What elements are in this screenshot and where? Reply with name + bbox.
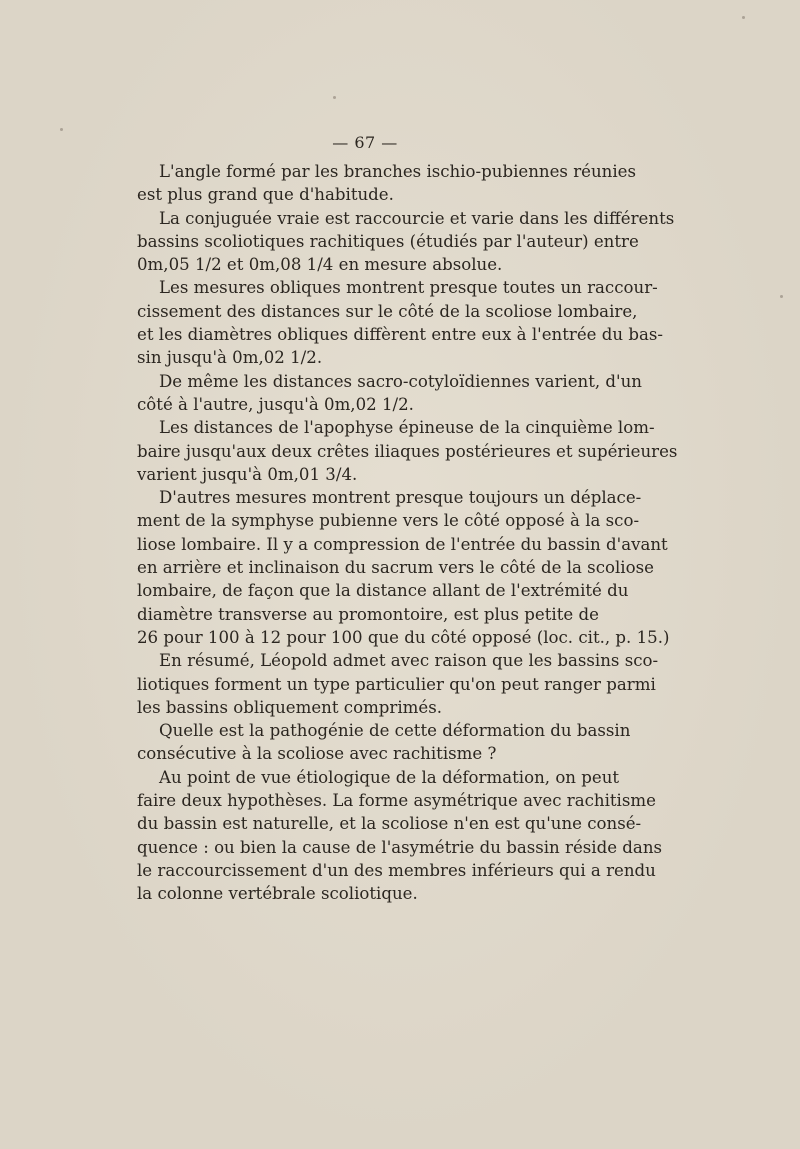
text-line: la colonne vertébrale scoliotique. bbox=[137, 884, 418, 904]
paper-speck bbox=[333, 96, 336, 99]
text-line: cissement des distances sur le côté de la scoliose lombaire, bbox=[137, 301, 638, 321]
paper-speck bbox=[742, 16, 745, 19]
text-line: liose lombaire. Il y a compression de l'entrée du bassin d'avant bbox=[137, 534, 668, 554]
text-line: consécutive à la scoliose avec rachitisme ? bbox=[137, 744, 497, 764]
text-line: quence : ou bien la cause de l'asymétrie du bassin réside dans bbox=[137, 837, 663, 857]
text-line: varient jusqu'à 0m,01 3/4. bbox=[137, 464, 358, 484]
text-line: 26 pour 100 à 12 pour 100 que du côté opposé (loc. cit., p. 15.) bbox=[137, 627, 670, 647]
text-line: 0m,05 1/2 et 0m,08 1/4 en mesure absolue. bbox=[137, 255, 503, 275]
text-line: Les mesures obliques montrent presque toutes un raccour- bbox=[159, 278, 658, 298]
text-line: ment de la symphyse pubienne vers le côté opposé à la sco- bbox=[137, 511, 640, 531]
text-line: De même les distances sacro-cotyloïdiennes varient, d'un bbox=[159, 371, 642, 391]
page-number: — 67 — bbox=[332, 133, 398, 152]
paper-speck bbox=[60, 128, 63, 131]
text-line: est plus grand que d'habitude. bbox=[137, 185, 394, 205]
text-line: baire jusqu'aux deux crêtes iliaques postérieures et supérieures bbox=[137, 441, 678, 461]
text-line: bassins scoliotiques rachitiques (étudiés par l'auteur) entre bbox=[137, 231, 639, 251]
text-line: les bassins obliquement comprimés. bbox=[137, 697, 443, 717]
text-line: D'autres mesures montrent presque toujours un déplace- bbox=[159, 488, 642, 508]
text-line: sin jusqu'à 0m,02 1/2. bbox=[137, 348, 323, 368]
text-line: L'angle formé par les branches ischio-pubiennes réunies bbox=[159, 162, 636, 181]
text-line: lombaire, de façon que la distance allant de l'extrémité du bbox=[137, 581, 629, 601]
body-text bbox=[137, 160, 678, 906]
text-line: Les distances de l'apophyse épineuse de la cinquième lom- bbox=[159, 418, 655, 438]
text-line: en arrière et inclinaison du sacrum vers le côté de la scoliose bbox=[137, 558, 654, 578]
text-line: faire deux hypothèses. La forme asymétrique avec rachitisme bbox=[137, 791, 656, 811]
text-line: diamètre transverse au promontoire, est plus petite de bbox=[137, 604, 599, 624]
text-line: du bassin est naturelle, et la scoliose n'en est qu'une consé- bbox=[137, 814, 642, 834]
text-line: liotiques forment un type particulier qu'on peut ranger parmi bbox=[137, 674, 656, 694]
text-line: Quelle est la pathogénie de cette déformation du bassin bbox=[159, 721, 631, 741]
text-line: côté à l'autre, jusqu'à 0m,02 1/2. bbox=[137, 394, 414, 414]
text-line: La conjuguée vraie est raccourcie et varie dans les différents bbox=[159, 208, 675, 228]
paper-speck bbox=[780, 295, 783, 298]
text-line: Au point de vue étiologique de la déformation, on peut bbox=[159, 767, 620, 787]
text-line: et les diamètres obliques diffèrent entre eux à l'entrée du bas- bbox=[137, 325, 663, 345]
text-line: le raccourcissement d'un des membres inférieurs qui a rendu bbox=[137, 860, 656, 880]
text-line: En résumé, Léopold admet avec raison que les bassins sco- bbox=[159, 651, 659, 671]
